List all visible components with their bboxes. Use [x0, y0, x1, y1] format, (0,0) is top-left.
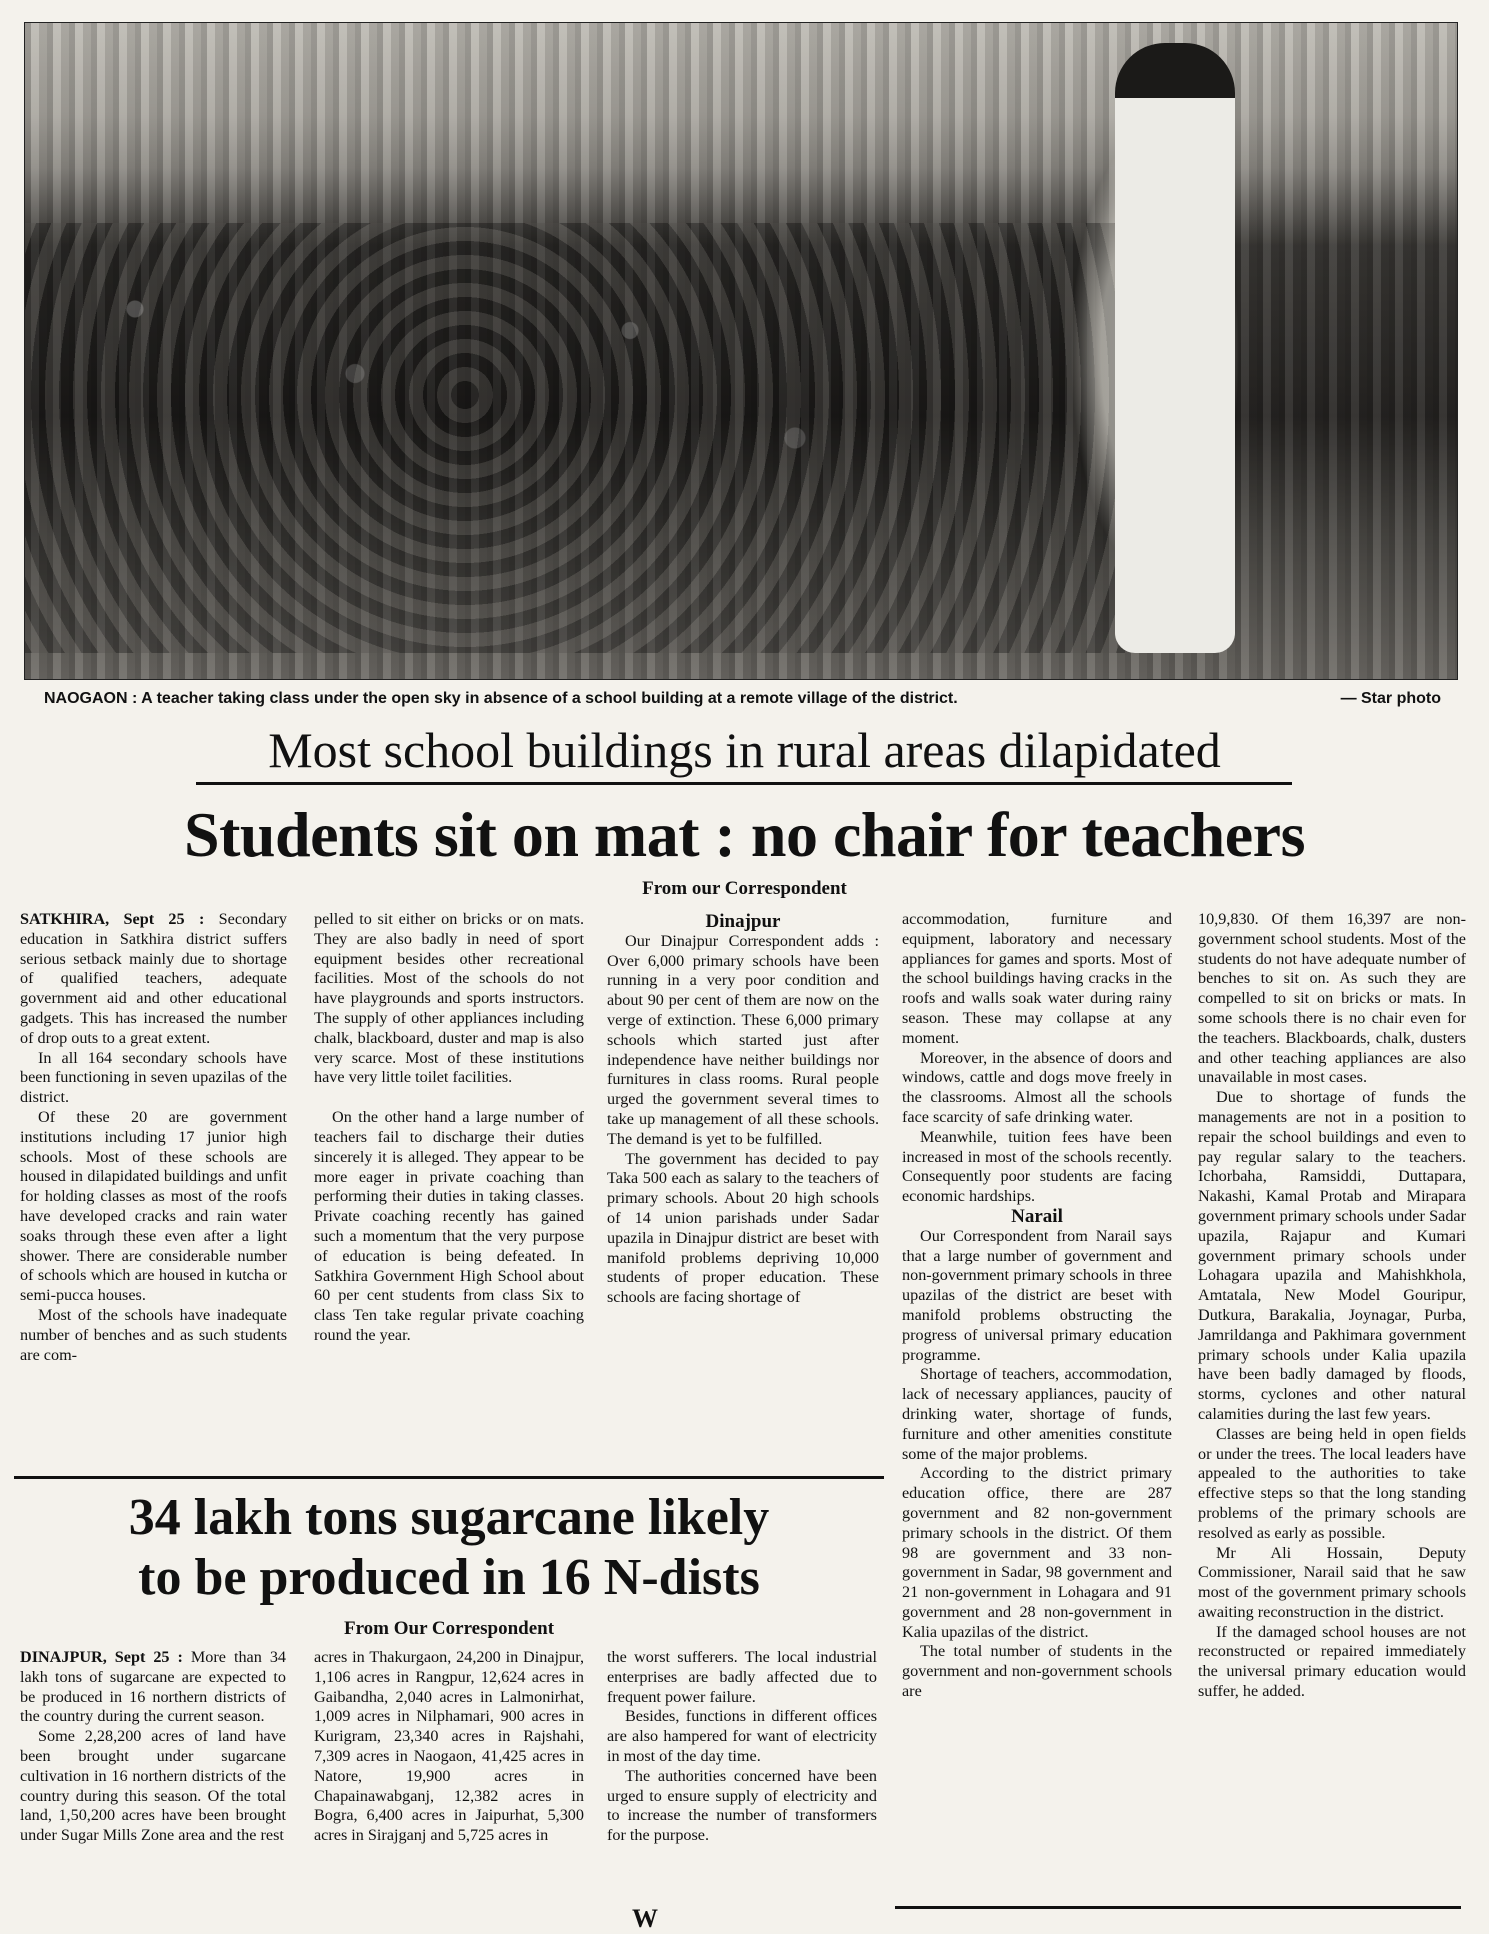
story2-byline: From Our Correspondent — [343, 1618, 555, 1639]
dateline: DINAJPUR, Sept 25 : — [20, 1648, 191, 1666]
paragraph: the worst sufferers. The local industrial enterprises are badly affected due to frequent power failure. — [607, 1648, 877, 1706]
paragraph: pelled to sit either on bricks or on mats. They are also badly in need of sport equipment besides other recreational facilities. Most of the schools do not have playgrounds and sports instructors. The supply of other appliances including chalk, blackboard, duster and map is also very scarce. Most of these institutions have very little toilet facilities. — [314, 910, 584, 1087]
story1-column-4 — [902, 910, 1172, 1902]
section-heading-dinajpur: Dinajpur — [705, 912, 781, 932]
story1-column-2 — [314, 910, 584, 1470]
news-photo — [24, 22, 1458, 680]
story1-subhead: Most school buildings in rural areas dilapidated — [268, 722, 1221, 778]
paragraph: Classes are being held in open fields or under the trees. The local leaders have appealed to the authorities to take effective steps so that the long standing problems of the primary schools are resolved as early as possible. — [1198, 1424, 1466, 1542]
story1-column-3 — [607, 912, 879, 1472]
story2-column-1 — [20, 1648, 286, 1924]
paragraph: acres in Thakurgaon, 24,200 in Dinajpur, 1,106 acres in Rangpur, 12,624 acres in Gaibandha, 2,040 acres in Lalmonirhat, 1,009 acres in Nilphamari, 900 acres in Kurigram, 23,340 acres in Rajshahi, 7,309 acres in Naogaon, 41,425 acres in Natore, 19,900 acres in Chapainawabganj, 12,382 acres in Bogra, 6,400 acres in Jaipurhat, 5,300 acres in Sirajganj and 5,725 acres in — [314, 1648, 584, 1845]
story-divider — [14, 1476, 884, 1479]
subhead-underline — [196, 782, 1292, 785]
students-crowd-illustration — [25, 223, 1125, 653]
paragraph: Our Correspondent from Narail says that a large number of government and non-government primary schools in three upazilas of the district are beset with manifold problems obstructing the progress of universal primary education programme. — [902, 1226, 1172, 1364]
story1-byline: From our Correspondent — [642, 878, 847, 899]
paragraph: In all 164 secondary schools have been functioning in seven upazilas of the district. — [20, 1048, 287, 1107]
paragraph: SATKHIRA, Sept 25 : Secondary education in Satkhira district suffers serious setback mainly due to shortage of qualified teachers, adequate government aid and other educational gadgets. This has increased the number of drop outs to a great extent. — [20, 910, 287, 1047]
paragraph: Meanwhile, tuition fees have been increased in most of the schools recently. Consequently poor students are facing economic hardships. — [902, 1127, 1172, 1206]
story2-headline-line-2: to be produced in 16 N-dists — [138, 1549, 760, 1606]
column-end-rule — [895, 1906, 1461, 1909]
paragraph: Shortage of teachers, accommodation, lack of necessary appliances, paucity of drinking water, shortage of funds, furniture and other amenities constitute some of the major problems. — [902, 1365, 1172, 1463]
paragraph: The total number of students in the government and non-government schools are — [902, 1642, 1172, 1701]
story1-column-5 — [1198, 910, 1466, 1902]
paragraph: Besides, functions in different offices are also hampered for want of electricity in most of the day time. — [607, 1707, 877, 1765]
paragraph: The government has decided to pay Taka 500 each as salary to the teachers of primary schools. About 20 high schools of 14 union parishads under Sadar upazila in Dinajpur district are beset with manifold problems depriving 10,000 students of proper education. These schools are facing shortage of — [607, 1149, 879, 1307]
paragraph: 10,9,830. Of them 16,397 are non-government school students. Most of the students do not have adequate number of benches to sit on. As such they are compelled to sit on bricks or mats. In some schools there is no chair even for the teachers. Blackboards, chalk, dusters and other teaching appliances are also unavailable in most cases. — [1198, 910, 1466, 1087]
story2-headline — [24, 1488, 874, 1608]
story1-headline: Students sit on mat : no chair for teachers — [184, 799, 1305, 870]
teacher-figure-illustration — [1115, 43, 1235, 653]
paragraph: Mr Ali Hossain, Deputy Commissioner, Narail said that he saw most of the government primary schools awaiting reconstruction in the district. — [1198, 1543, 1466, 1621]
paragraph: Most of the schools have inadequate number of benches and as such students are com- — [20, 1305, 287, 1364]
section-heading-narail: Narail — [1011, 1205, 1063, 1227]
paragraph: On the other hand a large number of teachers fail to discharge their duties sincerely it is alleged. They appear to be more eager in private coaching than performing their duties in taking classes. Private coaching recently has gained such a momentum that the very purpose of education is being defeated. In Satkhira Government High School about 60 per cent students from class Six to class Ten take regular private coaching round the year. — [314, 1108, 584, 1344]
story2-headline-line-1: 34 lakh tons sugarcane likely — [128, 1489, 770, 1546]
story1-column-1 — [20, 910, 287, 1470]
paragraph: The authorities concerned have been urged to ensure supply of electricity and to increase the number of transformers for the purpose. — [607, 1766, 877, 1845]
paragraph: Of these 20 are government institutions including 17 junior high schools. Most of these schools are housed in dilapidated buildings and unfit for holding classes as most of the roofs have developed cracks and rain water soaks through these even after a light shower. There are considerable number of schools which are housed in kutcha or semi-pucca houses. — [20, 1107, 287, 1305]
paragraph: Our Dinajpur Correspondent adds : Over 6,000 primary schools have been running in a very poor condition and about 90 per cent of them are now on the verge of extinction. These 6,000 primary schools which started just after independence have neither buildings nor furnitures in class rooms. Rural people urged the government several times to take up management of all these schools. The demand is yet to be fulfilled. — [607, 931, 879, 1148]
next-headline-fragment: W — [632, 1904, 658, 1933]
paragraph: DINAJPUR, Sept 25 : More than 34 lakh tons of sugarcane are expected to be produced in 16 northern districts of the country during the current season. — [20, 1648, 286, 1726]
paragraph: Moreover, in the absence of doors and windows, cattle and dogs move freely in the classrooms. Almost all the schools face scarcity of safe drinking water. — [902, 1048, 1172, 1126]
paragraph: If the damaged school houses are not reconstructed or repaired immediately the universal primary education would suffer, he added. — [1198, 1622, 1466, 1701]
photo-credit: — Star photo — [1340, 690, 1441, 707]
photo-caption: NAOGAON : A teacher taking class under the open sky in absence of a school building at a remote village of the district. — [44, 690, 958, 707]
paragraph: According to the district primary education office, there are 287 government and 82 non-government primary schools in the district. Of them 98 are government and 33 non-government in Sadar, 98 government and 21 non-government in Lohagara and 91 government and 28 non-government in Kalia upazilas of the district. — [902, 1464, 1172, 1641]
story2-column-2 — [314, 1648, 584, 1924]
paragraph: accommodation, furniture and equipment, laboratory and necessary appliances for games and sports. Most of the school buildings having cracks in the roofs and walls soak water during rainy season. These may collapse at any moment. — [902, 910, 1172, 1047]
dateline: SATKHIRA, Sept 25 : — [20, 910, 219, 928]
story2-column-3 — [607, 1648, 877, 1896]
paragraph: Some 2,28,200 acres of land have been brought under sugarcane cultivation in 16 northern districts of the country during this season. Of the total land, 1,50,200 acres have been brought under Sugar Mills Zone area and the rest — [20, 1727, 286, 1845]
paragraph: Due to shortage of funds the managements are not in a position to repair the school buildings and even to pay regular salary to the teachers. Ichorbaha, Ramsiddi, Duttapara, Nakashi, Kamal Protab and Mirapara government primary schools under Sadar upazila, Rajapur and Kumari government primary schools under Lohagara upazila and Mahishkhola, Amtatala, New Model Gouripur, Dutkura, Barakalia, Joynagar, Purba, Jamrildanga and Pakhimara government primary schools under Kalia upazila have been badly damaged by floods, storms, cyclones and other natural calamities during the last few years. — [1198, 1088, 1466, 1423]
